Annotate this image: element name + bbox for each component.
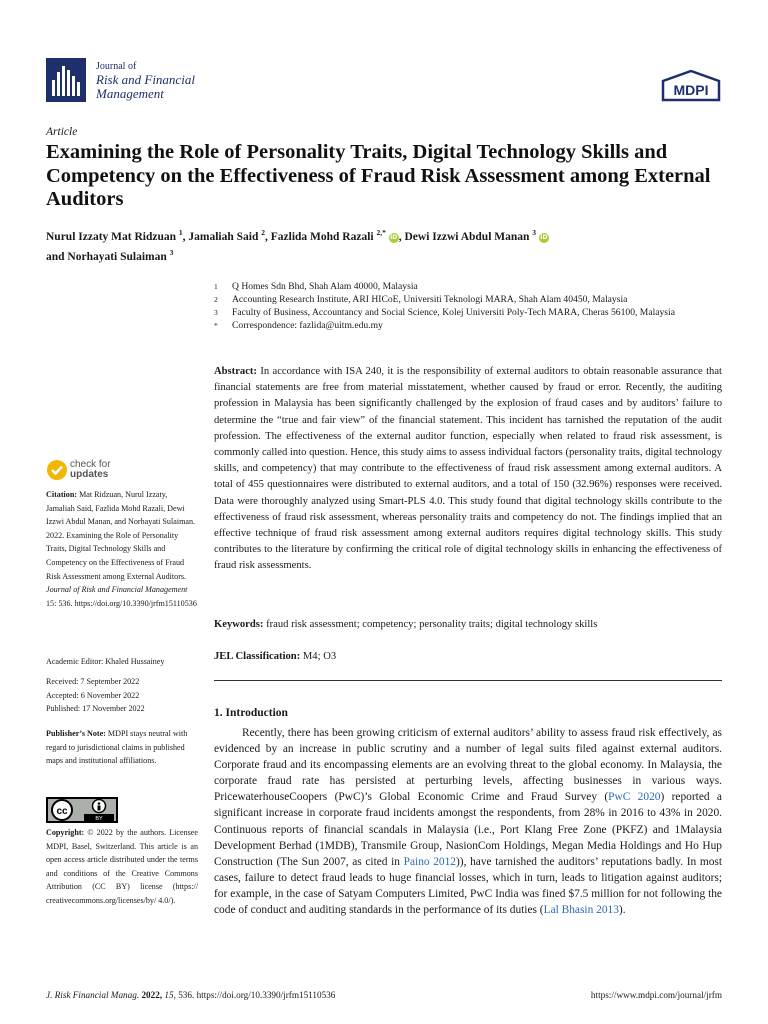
journal-name-line2: Risk and Financial [96, 72, 195, 87]
check-for-updates[interactable] [70, 460, 111, 480]
abstract-text: In accordance with ISA 240, it is the responsibility of external auditors to obtain reasonable assurance that financial statements are free from material misstatement, whether caused by fraud or error. Recently, the auditing profession in Malaysia has been significantly challenged by the explosion of fraud cases and by auditors’ failure to determine the “true and fair view” of the financial statement. This incident has tarnished the reputation of the audit profession. The effectiveness of the external auditor function, especially when related to fraud risk assessment, is commonly called into question. Hence, this study aims to assess individual factors (personality traits, digital technology skills, and competency) that may contribute to the effectiveness of fraud risk assessment among external auditors. A total of 455 questionnaires were distributed to external auditors, and a total of 150 (32.96%) responses were received. Data were thoroughly analyzed using Smart-PLS 4.0. This study found that digital technology skills contribute to the effectiveness of fraud risk assessment, whereas personality traits and competency do not. The findings implied that an effective technique of fraud risk assessment among external auditors requires digital technology skills. This study contributes to the literature by confirming the critical role of digital technology skills in enhancing the effectiveness of fraud risk assessments. [214, 366, 722, 572]
keywords-text: fraud risk assessment; competency; personality traits; digital technology skills [266, 619, 598, 630]
author-separator: , [398, 230, 405, 243]
affiliation-number: 2 [214, 295, 218, 304]
affiliation-item [214, 319, 714, 332]
footer-journal: J. Risk Financial Manag. [46, 990, 140, 1000]
mdpi-logo-text: MDPI [673, 82, 709, 98]
affiliation-number: 1 [214, 282, 218, 291]
page-footer [46, 990, 722, 1000]
intro-text-c: )), have tarnished the auditors’ reputations badly. In most cases, failure to detect fraud leads to huge financial losses, which in turn, leads to litigation against auditors; for example, in the case of Satyam Computers Limited, PwC India was fined $7.5 million for not following the code of conduct and auditing standards in the performance of its duties ( [214, 855, 723, 917]
abstract [214, 364, 722, 575]
jel-classification [214, 649, 722, 664]
author-separator: , [265, 230, 271, 243]
publishers-note [46, 727, 198, 768]
journal-logo-icon [46, 58, 86, 102]
publication-dates [46, 675, 198, 716]
affiliation-text: Q Homes Sdn Bhd, Shah Alam 40000, Malaysia [232, 281, 418, 292]
author-name: Fazlida Mohd Razali [270, 230, 374, 243]
date-published: Published: 17 November 2022 [46, 704, 145, 714]
author-separator: , [182, 230, 189, 243]
footer-volume: 15, [164, 990, 176, 1000]
author-affiliation-marker: 2 [261, 228, 265, 237]
orcid-icon[interactable]: iD [390, 233, 398, 241]
check-for-updates-icon[interactable] [46, 458, 68, 482]
affiliation-item [214, 280, 714, 293]
affiliations [214, 280, 714, 332]
intro-text-d: ). [618, 904, 626, 917]
copyright-block [46, 826, 198, 908]
section-title: 1. Introduction [214, 707, 288, 719]
keywords-label: Keywords: [214, 619, 264, 630]
author-name: Dewi Izzwi Abdul Manan [404, 230, 530, 243]
affiliation-number: * [214, 321, 218, 330]
copyright-label: Copyright: [46, 828, 85, 837]
article-type: Article [46, 126, 78, 138]
abstract-label: Abstract: [214, 366, 257, 377]
journal-name-line3: Management [96, 86, 164, 101]
citation-link-bhasin[interactable]: Lal Bhasin 2013 [543, 904, 619, 917]
footer-citation [46, 990, 335, 1000]
citation-link-pwc[interactable]: PwC 2020 [608, 791, 661, 804]
footer-year: 2022, [141, 990, 163, 1000]
publishers-note-label: Publisher’s Note: [46, 729, 106, 738]
affiliation-text: Faculty of Business, Accountancy and Social Science, Kolej Universiti Poly-Tech MARA, Cheras 56100, Malaysia [232, 307, 675, 318]
divider [214, 680, 722, 681]
by-icon-text: BY [95, 816, 103, 822]
citation-doi[interactable]: https://doi.org/10.3390/jrfm15110536 [74, 598, 197, 608]
author-name: Jamaliah Said [188, 230, 259, 243]
check-for-updates-line2: updates [70, 469, 109, 480]
footer-doi[interactable]: 536. https://doi.org/10.3390/jrfm15110536 [178, 990, 336, 1000]
orcid-icon[interactable]: iD [540, 233, 548, 241]
citation-volume: 15: 536. [46, 598, 73, 608]
academic-editor: Academic Editor: Khaled Hussainey [46, 657, 165, 666]
citation-block [46, 488, 198, 610]
author-affiliation-marker: 3 [532, 228, 537, 237]
citation-journal: Journal of Risk and Financial Management [46, 585, 188, 595]
intro-text-a: Recently, there has been growing criticism of external auditors’ ability to assess fraud risk effectively, as evidenced by an increase in public scrutiny and a number of legal suits filed against external auditors. Corporate fraud and its encompassing elements are an evolving threat to the global economy. In Malaysia, the corporate fraud rate has persisted at perturbing levels, affecting businesses in various ways. PricewaterhouseCoopers (PwC)’s Global Economic Crime and Fraud Survey ( [214, 727, 722, 804]
author-affiliation-marker: 3 [169, 247, 174, 257]
intro-paragraph [214, 725, 722, 918]
intro-text-b: ) reported a significant increase in corporate fraud incidents amongst the respondents, from 28% in 2016 to 43% in 2020. Continuous reports of financial scandals in Malaysia (i.e., Port Klang Free Zone (PKFZ) and 1Malaysia Development Berhad (1MDB), Transmile Group, NasionCom Holdings, Megan Media Holdings and Ho Hup Construction (The Sun 2007, as cited in [214, 791, 722, 868]
citation-text: Mat Ridzuan, Nurul Izzaty, Jamaliah Said, Fazlida Mohd Razali, Dewi Izzwi Abdul Manan, and Norhayati Sulaiman. 2022. Examining the Role of Personality Traits, Digital Technology Skills and Competency on the Effectiveness of Fraud Risk Assessment among External Auditors. [46, 490, 196, 581]
cc-icon-text: cc [56, 806, 68, 817]
date-accepted: Accepted: 6 November 2022 [46, 690, 140, 700]
citation-link-paino[interactable]: Paino 2012 [403, 855, 457, 868]
publishers-note-text: MDPI stays neutral with regard to jurisdictional claims in published maps and institutional affiliations. [46, 729, 188, 766]
footer-journal-url[interactable]: https://www.mdpi.com/journal/jrfm [590, 990, 722, 1000]
journal-name [96, 60, 195, 101]
author-name: Nurul Izzaty Mat Ridzuan [46, 230, 177, 243]
copyright-text: © 2022 by the authors. Licensee MDPI, Basel, Switzerland. This article is an open access article distributed under the terms and conditions of the Creative Commons Attribution (CC BY) license (https:// creativecommons.org/licenses/by/ 4.0/). [46, 828, 198, 905]
affiliation-item [214, 293, 714, 306]
affiliation-text: Accounting Research Institute, ARI HICoE, Universiti Teknologi MARA, Shah Alam 40450, Malaysia [232, 294, 628, 305]
journal-name-line1: Journal of [96, 61, 137, 72]
cc-by-license-icon[interactable] [46, 797, 118, 823]
author-name: and Norhayati Sulaiman [46, 250, 167, 263]
author-affiliation-marker: 1 [178, 228, 183, 237]
paper-title: Examining the Role of Personality Traits, Digital Technology Skills and Competency on the Effectiveness of Fraud Risk Assessment among External Auditors [46, 141, 711, 210]
affiliation-text: Correspondence: fazlida@uitm.edu.my [232, 320, 383, 331]
jel-text: M4; O3 [302, 651, 337, 662]
check-for-updates-line1: check for [70, 459, 111, 470]
date-received: Received: 7 September 2022 [46, 677, 140, 686]
citation-label: Citation: [46, 490, 78, 499]
affiliation-item [214, 306, 714, 319]
jel-label: JEL Classification: [214, 651, 301, 662]
mdpi-logo [660, 70, 722, 102]
author-affiliation-marker: 2,* [376, 228, 386, 237]
affiliation-number: 3 [214, 308, 218, 317]
author-list [46, 225, 726, 265]
keywords [214, 617, 722, 632]
